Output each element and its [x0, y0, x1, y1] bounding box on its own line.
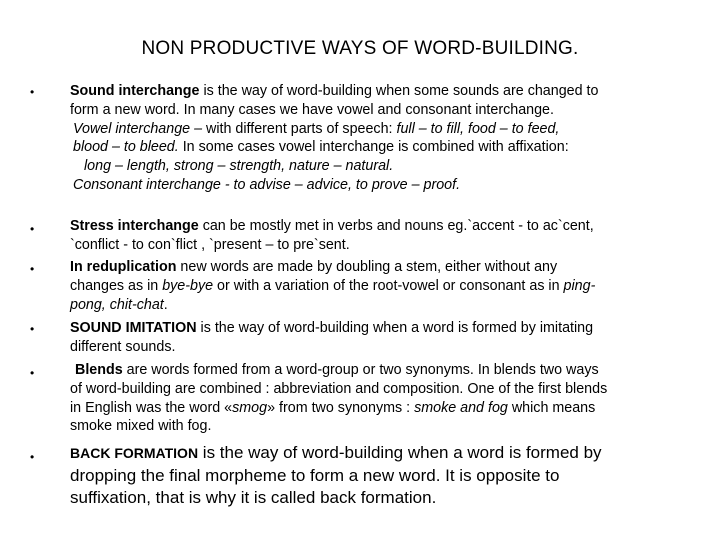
- bullet-marker: •: [30, 262, 35, 276]
- text-line: [70, 399, 680, 418]
- bullet-sound-imitation: [70, 319, 680, 357]
- text-span: new words are made by doubling a stem, either without any: [176, 259, 558, 275]
- text-line: [70, 258, 680, 277]
- bullet-stress-interchange: [70, 217, 680, 255]
- bullet-back-formation: [70, 442, 680, 510]
- term-reduplication: In reduplication: [70, 259, 177, 275]
- text-span: .: [163, 296, 168, 313]
- text-span: in English was the word «: [70, 399, 233, 416]
- text-span: are words formed from a word-group or two synonyms. In blends two ways: [122, 362, 599, 378]
- example-span: pong, chit-chat: [70, 296, 164, 313]
- text-line: [70, 277, 680, 296]
- text-line: [70, 120, 680, 139]
- term-back-formation: BACK FORMATION: [70, 445, 199, 461]
- text-line: different sounds.: [70, 338, 176, 355]
- text-span: is the way of word-building when a word is formed by: [198, 443, 602, 462]
- text-line: `conflict - to con`flict , `present – to pre`sent.: [70, 236, 350, 253]
- text-span: can be mostly met in verbs and nouns eg.`accent - to ac`cent,: [198, 218, 594, 234]
- term-stress-interchange: Stress interchange: [70, 218, 199, 234]
- text-line: [70, 361, 680, 380]
- text-line: form a new word. In many cases we have vowel and consonant interchange.: [70, 101, 554, 118]
- bullet-marker: •: [30, 322, 35, 336]
- text-span: » from two synonyms :: [267, 399, 415, 416]
- text-span: with different parts of speech:: [206, 120, 397, 137]
- bullet-reduplication: [70, 258, 680, 314]
- text-span: or with a variation of the root-vowel or consonant as in: [213, 277, 564, 294]
- example-span: bye-bye: [162, 277, 214, 294]
- text-line: [70, 442, 680, 465]
- bullet-sound-interchange: [70, 82, 680, 195]
- text-line: [70, 138, 680, 157]
- example-span: smoke and fog: [414, 399, 508, 416]
- term-blends: Blends: [75, 362, 123, 378]
- text-span: changes as in: [70, 277, 163, 294]
- text-line: suffixation, that is why it is called back formation.: [70, 488, 437, 507]
- term-sound-interchange: Sound interchange: [70, 83, 200, 99]
- example-span: long – length, strong – strength, nature – natural.: [84, 158, 394, 175]
- text-line: [70, 82, 680, 101]
- bullet-marker: •: [30, 85, 35, 99]
- term-sound-imitation: SOUND IMITATION: [70, 320, 197, 336]
- text-line: [70, 176, 680, 195]
- text-line: dropping the final morpheme to form a new word. It is opposite to: [70, 465, 560, 485]
- text-span: is the way of word-building when some sounds are changed to: [199, 83, 599, 99]
- term-vowel-interchange: Vowel interchange –: [73, 120, 206, 137]
- bullet-blends: [70, 361, 680, 436]
- text-line: smoke mixed with fog.: [70, 418, 212, 435]
- example-span: to advise – advice, to prove – proof.: [233, 176, 461, 193]
- text-span: which means: [507, 399, 596, 416]
- example-span: ping-: [563, 277, 596, 294]
- term-consonant-interchange: Consonant interchange -: [73, 176, 234, 193]
- text-line: of word-building are combined : abbreviation and composition. One of the first blends: [70, 380, 608, 397]
- text-span: is the way of word-building when a word is formed by imitating: [196, 320, 594, 336]
- text-line: [70, 296, 680, 315]
- example-span: full – to fill, food – to feed,: [396, 120, 560, 137]
- example-span: blood – to bleed.: [73, 139, 179, 156]
- text-line: [70, 157, 680, 176]
- bullet-marker: •: [30, 222, 35, 236]
- text-line: [70, 319, 680, 338]
- text-span: In some cases vowel interchange is combined with affixation:: [178, 139, 569, 156]
- bullet-marker: •: [30, 366, 35, 380]
- example-span: smog: [232, 399, 268, 416]
- page-title: NON PRODUCTIVE WAYS OF WORD-BUILDING.: [141, 38, 579, 59]
- bullet-marker: •: [30, 450, 35, 464]
- text-line: [70, 217, 680, 236]
